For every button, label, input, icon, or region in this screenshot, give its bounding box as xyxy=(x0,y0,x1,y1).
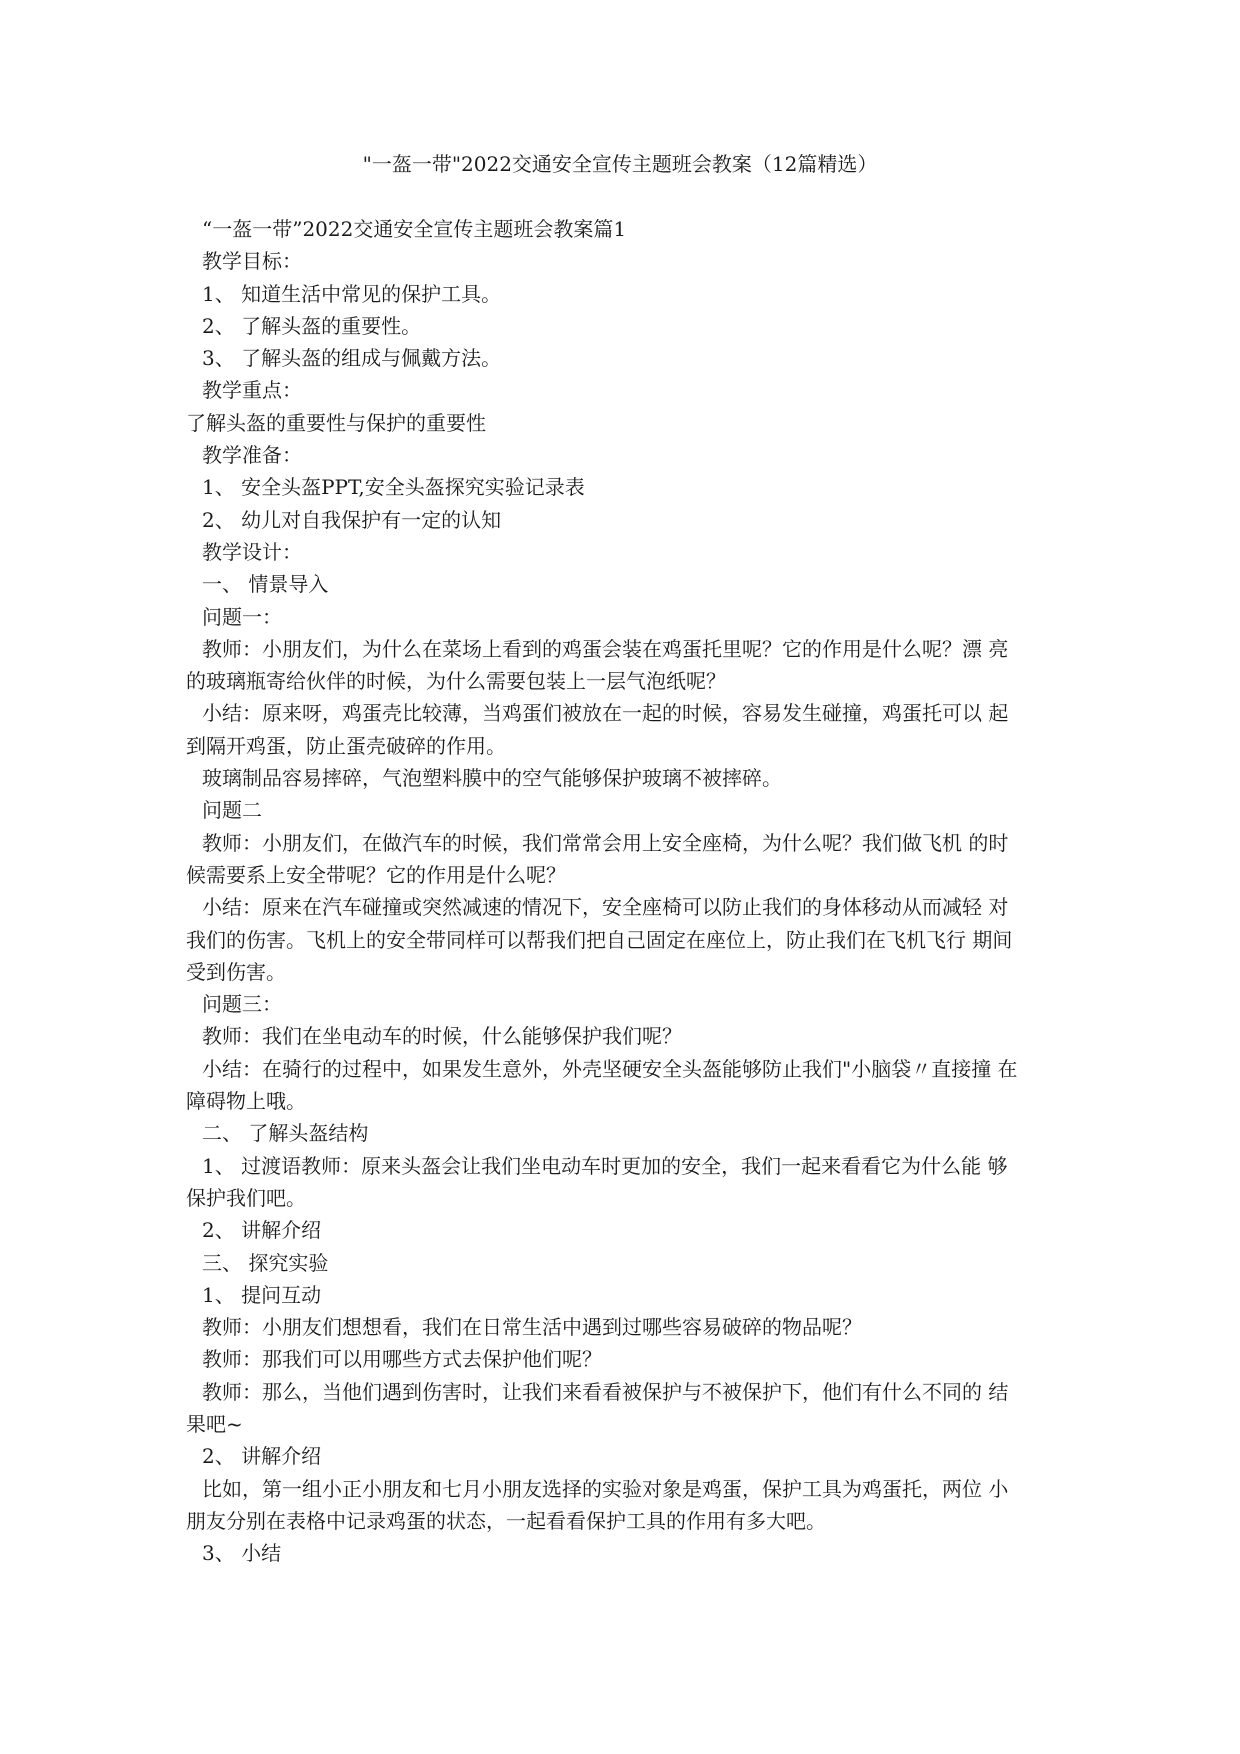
list-item: 2、 了解头盔的重要性。 xyxy=(202,313,422,338)
paragraph-line: 保护我们吧。 xyxy=(186,1185,306,1210)
paragraph-line: 玻璃制品容易摔碎，气泡塑料膜中的空气能够保护玻璃不被摔碎。 xyxy=(202,766,782,791)
list-item: 1、 安全头盔PPT,安全头盔探究实验记录表 xyxy=(202,475,585,500)
paragraph-line: 教学重点： xyxy=(202,378,302,403)
paragraph-line: 果吧~ xyxy=(186,1411,243,1436)
section-heading: “一盔一带”2022交通安全宣传主题班会教案篇1 xyxy=(202,217,627,241)
paragraph-line: 的玻璃瓶寄给伙伴的时候，为什么需要包装上一层气泡纸呢？ xyxy=(186,669,726,694)
list-item: 2、 幼儿对自我保护有一定的认知 xyxy=(202,507,502,532)
paragraph-line: 我们的伤害。飞机上的安全带同样可以帮我们把自己固定在座位上，防止我们在飞机飞行 期间 xyxy=(186,927,1013,952)
paragraph-line: 教师：小朋友们，为什么在菜场上看到的鸡蛋会装在鸡蛋托里呢？它的作用是什么呢？漂 亮 xyxy=(202,636,1009,661)
paragraph-line: 教师：那么，当他们遇到伤害时，让我们来看看被保护与不被保护下，他们有什么不同的 结 xyxy=(202,1379,1009,1404)
list-item: 三、 探究实验 xyxy=(202,1250,329,1275)
paragraph-line: 教学目标： xyxy=(202,249,302,274)
paragraph-line: 障碍物上哦。 xyxy=(186,1089,306,1114)
document-body xyxy=(186,213,1064,1569)
list-item: 3、 小结 xyxy=(202,1541,282,1566)
paragraph-line: 问题一： xyxy=(202,604,282,629)
paragraph-line: 候需要系上安全带呢？它的作用是什么呢？ xyxy=(186,862,566,887)
list-item: 1、 提问互动 xyxy=(202,1282,322,1307)
paragraph-line: 问题二 xyxy=(202,798,262,823)
paragraph-line: 了解头盔的重要性与保护的重要性 xyxy=(186,410,486,435)
paragraph-line: 朋友分别在表格中记录鸡蛋的状态，一起看看保护工具的作用有多大吧。 xyxy=(186,1508,826,1533)
paragraph-line: 小结：原来在汽车碰撞或突然减速的情况下，安全座椅可以防止我们的身体移动从而减轻 对 xyxy=(202,895,1009,920)
list-item: 一、 情景导入 xyxy=(202,572,329,597)
list-item: 3、 了解头盔的组成与佩戴方法。 xyxy=(202,346,502,371)
list-item: 二、 了解头盔结构 xyxy=(202,1121,369,1146)
paragraph-line: 到隔开鸡蛋，防止蛋壳破碎的作用。 xyxy=(186,733,506,758)
paragraph-line: 教师：小朋友们，在做汽车的时候，我们常常会用上安全座椅，为什么呢？我们做飞机 的时 xyxy=(202,830,1009,855)
list-item: 1、 过渡语教师：原来头盔会让我们坐电动车时更加的安全，我们一起来看看它为什么能 够 xyxy=(202,1153,1008,1178)
paragraph-line: 问题三： xyxy=(202,992,282,1017)
paragraph-line: 教学准备： xyxy=(202,443,302,468)
paragraph-line: 小结：原来呀，鸡蛋壳比较薄，当鸡蛋们被放在一起的时候，容易发生碰撞，鸡蛋托可以 起 xyxy=(202,701,1009,726)
list-item: 2、 讲解介绍 xyxy=(202,1444,322,1469)
paragraph-line: 比如，第一组小正小朋友和七月小朋友选择的实验对象是鸡蛋，保护工具为鸡蛋托，两位 小 xyxy=(202,1476,1009,1501)
document-title: "一盔一带"2022交通安全宣传主题班会教案（12篇精选） xyxy=(362,152,878,176)
paragraph-line: 小结：在骑行的过程中，如果发生意外，外壳坚硬安全头盔能够防止我们"小脑袋〃直接撞 在 xyxy=(202,1056,1018,1081)
list-item: 1、 知道生活中常见的保护工具。 xyxy=(202,281,502,306)
paragraph-line: 受到伤害。 xyxy=(186,959,286,984)
paragraph-line: 教学设计： xyxy=(202,539,302,564)
paragraph-line: 教师：我们在坐电动车的时候，什么能够保护我们呢？ xyxy=(202,1024,682,1049)
paragraph-line: 教师：那我们可以用哪些方式去保护他们呢？ xyxy=(202,1347,602,1372)
list-item: 2、 讲解介绍 xyxy=(202,1218,322,1243)
paragraph-line: 教师：小朋友们想想看，我们在日常生活中遇到过哪些容易破碎的物品呢？ xyxy=(202,1315,862,1340)
